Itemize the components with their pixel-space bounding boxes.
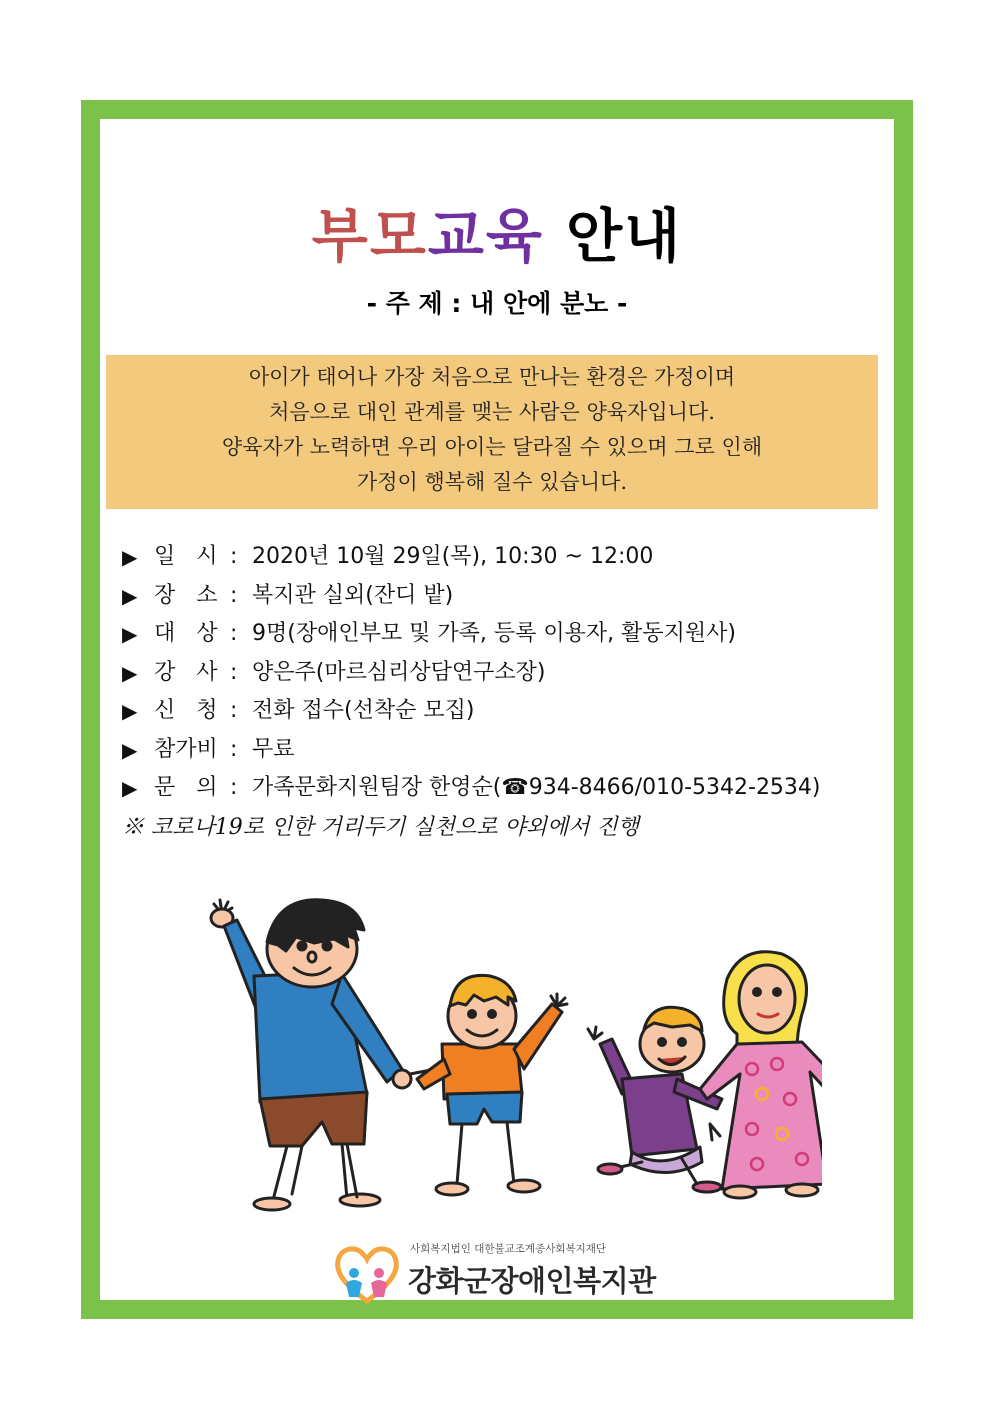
intro-box bbox=[106, 355, 878, 509]
logo-org-small: 사회복지법인 대한불교조계종사회복지재단 bbox=[410, 1243, 607, 1255]
bullet-arrow-icon: ▶ bbox=[122, 776, 138, 800]
father-figure bbox=[211, 900, 411, 1210]
detail-row-fee bbox=[122, 731, 862, 770]
detail-label: 대 상 bbox=[154, 621, 218, 646]
detail-colon: : bbox=[230, 698, 238, 723]
intro-line: 처음으로 대인 관계를 맺는 사람은 양육자입니다. bbox=[269, 400, 715, 424]
intro-line: 아이가 태어나 가장 처음으로 만나는 환경은 가정이며 bbox=[248, 365, 736, 389]
detail-colon: : bbox=[230, 621, 238, 646]
detail-row-place bbox=[122, 577, 862, 616]
intro-line: 양육자가 노력하면 우리 아이는 달라질 수 있으며 그로 인해 bbox=[221, 435, 763, 459]
detail-label: 신 청 bbox=[154, 698, 218, 723]
daughter-figure bbox=[588, 1007, 722, 1192]
covid-note: ※ 코로나19로 인한 거리두기 실천으로 야외에서 진행 bbox=[122, 814, 639, 840]
detail-label: 장 소 bbox=[154, 582, 218, 608]
detail-value: 양은주(마르심리상담연구소장) bbox=[252, 659, 546, 685]
detail-row-contact bbox=[122, 769, 862, 808]
detail-value: 무료 bbox=[252, 736, 295, 762]
title-part-1: 부모 bbox=[311, 202, 428, 270]
intro-line: 가정이 행복해 질수 있습니다. bbox=[356, 470, 628, 494]
detail-colon: : bbox=[230, 775, 238, 800]
detail-label: 강 사 bbox=[154, 659, 218, 685]
detail-value: 9명(장애인부모 및 가족, 등록 이용자, 활동지원사) bbox=[252, 621, 736, 646]
details-list bbox=[122, 538, 862, 848]
page-title bbox=[100, 201, 894, 271]
detail-colon: : bbox=[230, 544, 238, 569]
detail-label: 참가비 bbox=[154, 736, 218, 762]
mother-figure bbox=[700, 952, 822, 1198]
detail-row-target bbox=[122, 615, 862, 654]
bullet-arrow-icon: ▶ bbox=[122, 545, 138, 569]
logo-org-name: 강화군장애인복지관 bbox=[408, 1264, 656, 1298]
title-part-2: 교육 bbox=[427, 202, 544, 270]
detail-label: 문 의 bbox=[154, 775, 218, 800]
heart-family-icon bbox=[334, 1243, 400, 1305]
bullet-arrow-icon: ▶ bbox=[122, 737, 138, 762]
poster-frame bbox=[81, 100, 913, 1319]
detail-label: 일 시 bbox=[154, 544, 218, 569]
bullet-arrow-icon: ▶ bbox=[122, 622, 138, 646]
detail-row-apply bbox=[122, 692, 862, 731]
detail-row-lecturer bbox=[122, 654, 862, 693]
detail-value: 전화 접수(선착순 모집) bbox=[252, 698, 475, 723]
org-logo bbox=[334, 1239, 694, 1319]
son-figure bbox=[410, 975, 567, 1195]
bullet-arrow-icon: ▶ bbox=[122, 583, 138, 608]
family-illustration bbox=[162, 894, 822, 1219]
detail-value: 복지관 실외(잔디 밭) bbox=[252, 582, 454, 608]
detail-value: 가족문화지원팀장 한영순(☎934-8466/010-5342-2534) bbox=[252, 775, 821, 800]
bullet-arrow-icon: ▶ bbox=[122, 699, 138, 723]
detail-value: 2020년 10월 29일(목), 10:30 ~ 12:00 bbox=[252, 544, 654, 569]
title-part-3: 안내 bbox=[566, 202, 683, 270]
detail-row-date bbox=[122, 538, 862, 577]
detail-colon: : bbox=[230, 736, 238, 762]
detail-colon: : bbox=[230, 582, 238, 608]
bullet-arrow-icon: ▶ bbox=[122, 660, 138, 685]
subtitle: - 주 제 : 내 안에 분노 - bbox=[366, 289, 628, 318]
detail-colon: : bbox=[230, 659, 238, 685]
